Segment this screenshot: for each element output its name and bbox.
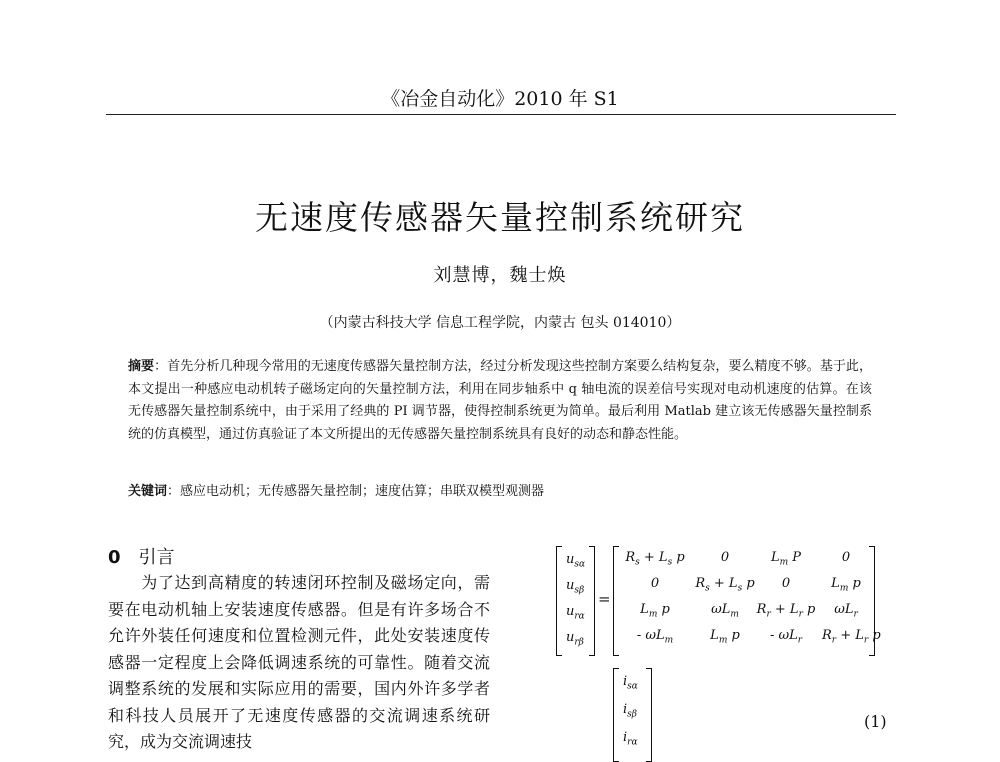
keywords-label: 关键词: [128, 484, 168, 499]
matrix-entry: $L_m$ p: [640, 602, 670, 620]
matrix-entry: $\omega L_m$: [711, 602, 739, 620]
current-left-bracket: [613, 668, 619, 762]
current-entry: $i_{s\beta}$: [623, 702, 637, 720]
keywords-text: ：感应电动机；无传感器矢量控制；速度估算；串联双模型观测器: [167, 484, 545, 499]
current-right-bracket: [646, 668, 652, 762]
lhs-entry: $u_{r\alpha}$: [566, 604, 585, 622]
matrix-entry: $L_m$ p: [831, 576, 861, 594]
matrix-entry: $L_m$ p: [710, 628, 740, 646]
abstract-text: ：首先分析几种现今常用的无速度传感器矢量控制方法，经过分析发现这些控制方案要么结构复杂，要么精度不够。基于此，本文提出一种感应电动机转子磁场定向的矢量控制方法，利用在同步轴系中 q 轴电流的误差信号实现对电动机速度的估算。在该无传感器矢量控制系统中，由于采用了经典的 PI 调节器，使得控制系统更为简单。最后利用 Matlab 建立该无传感器矢量控制系统的仿真模型，通过仿真验证了本文所提出的无传感器矢量控制系统具有良好的动态和静态性能。: [128, 359, 872, 442]
section-heading: [108, 543, 175, 569]
current-entry: $i_{s\alpha}$: [623, 674, 638, 692]
matrix-entry: $L_m$ P: [770, 550, 802, 568]
current-entry: $i_{r\alpha}$: [623, 730, 638, 748]
section-number: 0: [108, 547, 121, 568]
lhs-entry: $u_{s\beta}$: [566, 578, 585, 596]
introduction-paragraph: 为了达到高精度的转速闭环控制及磁场定向，需要在电动机轴上安装速度传感器。但是有许多场合不允许外装任何速度和位置检测元件，此处安装速度传感器一定程度上会降低调速系统的可靠性。随着交流调整系统的发展和实际应用的需要，国内外许多学者和科技人员展开了无速度传感器的交流调速系统研究，成为交流调速技: [108, 573, 490, 751]
lhs-entry: $u_{s\alpha}$: [566, 552, 586, 570]
paper-authors: 刘慧博，魏士焕: [433, 265, 567, 286]
paper-affiliation: （内蒙古科技大学 信息工程学院，内蒙古 包头 014010）: [319, 315, 681, 331]
lhs-left-bracket: [556, 546, 562, 656]
abstract-label: 摘要: [128, 359, 155, 374]
equals-sign: =: [598, 590, 611, 608]
matrix-left-bracket: [613, 546, 619, 656]
keywords: [128, 481, 872, 503]
matrix-entry: $R_r + L_r$ p: [756, 602, 816, 620]
matrix-entry: $R_r + L_r$ p: [822, 628, 881, 646]
matrix-entry: 0: [650, 576, 660, 591]
matrix-entry: - $\omega L_r$: [769, 628, 803, 646]
lhs-right-bracket: [589, 546, 595, 656]
matrix-entry: 0: [841, 550, 851, 565]
matrix-entry: - $\omega L_m$: [636, 628, 674, 646]
header-rule: [106, 114, 896, 115]
matrix-entry: 0: [720, 550, 730, 565]
paper-title: 无速度传感器矢量控制系统研究: [255, 198, 745, 237]
matrix-entry: $R_s + L_s$ p: [695, 576, 755, 594]
section-title: 引言: [138, 547, 175, 568]
equation-number: (1): [864, 712, 887, 731]
abstract: [128, 356, 872, 446]
matrix-entry: 0: [781, 576, 791, 591]
matrix-entry: $R_s + L_s$ p: [625, 550, 685, 568]
matrix-entry: $\omega L_r$: [834, 602, 858, 620]
lhs-entry: $u_{r\beta}$: [566, 630, 584, 648]
journal-header: 《冶金自动化》2010 年 S1: [381, 88, 619, 110]
